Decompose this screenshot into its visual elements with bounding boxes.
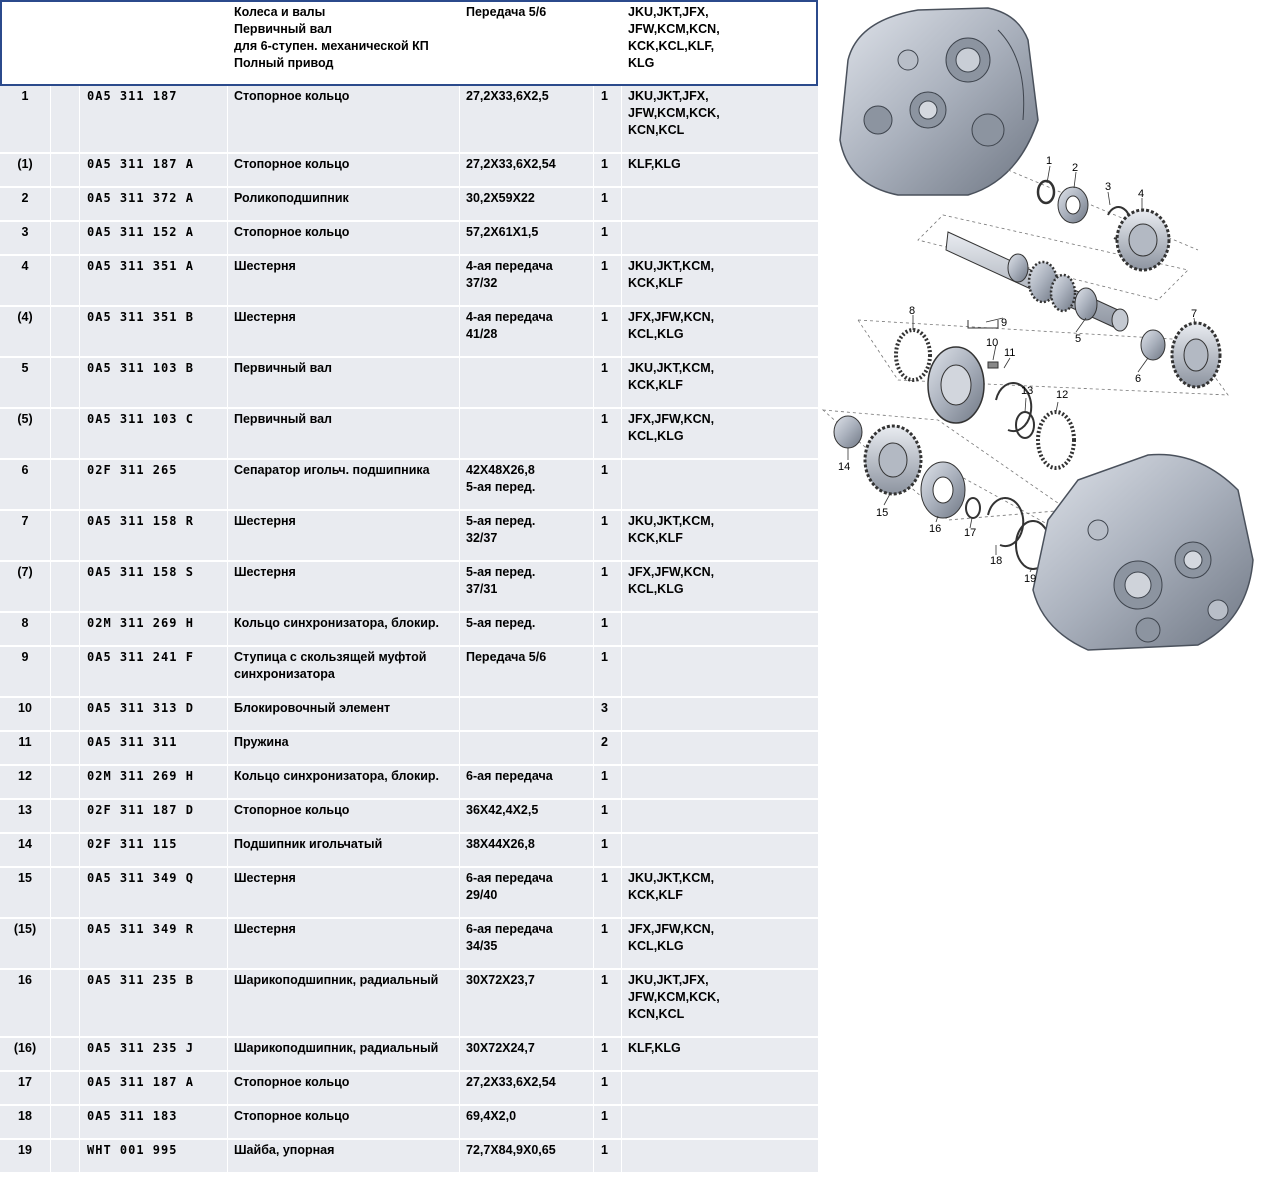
row-part-note	[460, 358, 594, 407]
row-spacer	[51, 868, 80, 917]
retaining-ring-17	[966, 498, 980, 518]
row-part-name: Первичный вал	[228, 358, 460, 407]
table-row	[0, 256, 818, 307]
table-row	[0, 562, 818, 613]
callout-18: 18	[990, 555, 1003, 567]
row-position: 16	[0, 970, 51, 1036]
row-models: KLF,KLG	[628, 1041, 681, 1055]
row-part-note: 69,4X2,0	[460, 1106, 594, 1138]
callout-11: 11	[1004, 347, 1016, 359]
row-part-number: WHT 001 995	[80, 1140, 228, 1172]
row-spacer	[51, 358, 80, 407]
row-spacer	[51, 1106, 80, 1138]
row-position: (5)	[0, 409, 51, 458]
row-position: 18	[0, 1106, 51, 1138]
row-part-number: 0A5 311 311	[80, 732, 228, 764]
row-part-note: 42X48X26,8 5-ая перед.	[460, 460, 594, 509]
row-part-number: 02F 311 115	[80, 834, 228, 866]
row-part-number: 0A5 311 351 B	[80, 307, 228, 356]
row-models	[622, 800, 818, 832]
row-part-note: 6-ая передача 29/40	[460, 868, 594, 917]
row-quantity: 1	[594, 868, 622, 917]
row-models: JKU,JKT,KCM, KCK,KLF	[628, 259, 715, 290]
row-spacer	[51, 562, 80, 611]
row-part-name: Шестерня	[228, 868, 460, 917]
table-row	[0, 766, 818, 800]
row-quantity: 1	[594, 1038, 622, 1070]
row-part-name: Пружина	[228, 732, 460, 764]
table-row	[0, 154, 818, 188]
row-part-note: 36X42,4X2,5	[460, 800, 594, 832]
row-position: 13	[0, 800, 51, 832]
table-header	[0, 0, 818, 86]
row-part-name: Стопорное кольцо	[228, 1072, 460, 1104]
callout-14: 14	[838, 461, 851, 473]
row-quantity: 1	[594, 154, 622, 186]
row-position: (4)	[0, 307, 51, 356]
row-part-note: 30,2X59X22	[460, 188, 594, 220]
row-models: JKU,JKT,JFX, JFW,KCM,KCK, KCN,KCL	[628, 973, 720, 1021]
row-spacer	[51, 409, 80, 458]
row-models	[622, 647, 818, 696]
table-row	[0, 732, 818, 766]
gear-7	[1172, 323, 1220, 387]
row-part-number: 0A5 311 313 D	[80, 698, 228, 730]
row-models	[622, 460, 818, 509]
row-position: 12	[0, 766, 51, 798]
row-part-note: 57,2X61X1,5	[460, 222, 594, 254]
row-part-note	[460, 732, 594, 764]
row-spacer	[51, 222, 80, 254]
row-quantity: 2	[594, 732, 622, 764]
row-part-number: 02M 311 269 H	[80, 766, 228, 798]
row-part-number: 0A5 311 187 A	[80, 154, 228, 186]
row-position: 4	[0, 256, 51, 305]
table-row	[0, 460, 818, 511]
table-row	[0, 1072, 818, 1106]
table-row	[0, 613, 818, 647]
row-models: JKU,JKT,KCM, KCK,KLF	[628, 361, 715, 392]
callout-4: 4	[1138, 188, 1145, 200]
row-part-note: 4-ая передача 41/28	[460, 307, 594, 356]
row-position: 11	[0, 732, 51, 764]
table-row	[0, 1106, 818, 1140]
row-position: 8	[0, 613, 51, 645]
row-models: JFX,JFW,KCN, KCL,KLG	[628, 565, 715, 596]
row-part-number: 0A5 311 349 Q	[80, 868, 228, 917]
synchro-ring-12	[1038, 412, 1074, 468]
row-quantity: 1	[594, 613, 622, 645]
table-row	[0, 1140, 818, 1174]
row-position: 19	[0, 1140, 51, 1172]
row-part-note	[460, 698, 594, 730]
callout-3: 3	[1105, 181, 1112, 193]
ball-bearing-16	[921, 462, 965, 518]
row-part-note: 6-ая передача	[460, 766, 594, 798]
row-spacer	[51, 698, 80, 730]
row-quantity: 1	[594, 86, 622, 152]
row-position: 7	[0, 511, 51, 560]
gear-4	[1117, 210, 1169, 270]
table-row	[0, 868, 818, 919]
needle-bearing-14	[834, 416, 862, 448]
row-position: 2	[0, 188, 51, 220]
row-part-name: Кольцо синхронизатора, блокир.	[228, 613, 460, 645]
callout-10: 10	[986, 337, 999, 349]
row-position: 5	[0, 358, 51, 407]
row-models	[622, 1140, 818, 1172]
exploded-view-diagram	[818, 0, 1273, 680]
row-quantity: 1	[594, 1072, 622, 1104]
row-quantity: 1	[594, 358, 622, 407]
callout-9: 9	[1001, 317, 1008, 329]
header-title: Колеса и валы Первичный вал для 6-ступен. механической КП Полный привод	[234, 5, 429, 70]
row-part-number: 0A5 311 241 F	[80, 647, 228, 696]
table-body	[0, 86, 818, 1174]
row-spacer	[51, 1038, 80, 1070]
row-quantity: 1	[594, 307, 622, 356]
row-spacer	[51, 1140, 80, 1172]
row-quantity: 1	[594, 409, 622, 458]
row-position: 15	[0, 868, 51, 917]
row-part-name: Стопорное кольцо	[228, 86, 460, 152]
row-quantity: 1	[594, 188, 622, 220]
row-quantity: 1	[594, 1140, 622, 1172]
row-spacer	[51, 154, 80, 186]
row-models: JKU,JKT,KCM, KCK,KLF	[628, 871, 715, 902]
row-models: JFX,JFW,KCN, KCL,KLG	[628, 412, 715, 443]
table-row	[0, 409, 818, 460]
table-row	[0, 86, 818, 154]
callout-1: 1	[1046, 155, 1053, 167]
row-part-note: 30X72X24,7	[460, 1038, 594, 1070]
row-spacer	[51, 970, 80, 1036]
table-row	[0, 647, 818, 698]
row-spacer	[51, 647, 80, 696]
row-quantity: 1	[594, 766, 622, 798]
table-row	[0, 800, 818, 834]
row-position: (1)	[0, 154, 51, 186]
needle-bearing-6	[1141, 330, 1165, 360]
callout-7: 7	[1191, 308, 1198, 320]
row-part-note: 72,7X84,9X0,65	[460, 1140, 594, 1172]
callout-8: 8	[909, 305, 916, 317]
row-position: 6	[0, 460, 51, 509]
row-part-name: Шестерня	[228, 562, 460, 611]
row-part-number: 0A5 311 152 A	[80, 222, 228, 254]
callout-5: 5	[1075, 333, 1082, 345]
table-row	[0, 222, 818, 256]
row-models	[622, 222, 818, 254]
row-part-number: 0A5 311 372 A	[80, 188, 228, 220]
header-note: Передача 5/6	[466, 5, 547, 19]
row-models: KLF,KLG	[628, 157, 681, 171]
row-part-name: Шайба, упорная	[228, 1140, 460, 1172]
row-part-name: Блокировочный элемент	[228, 698, 460, 730]
row-quantity: 1	[594, 256, 622, 305]
row-quantity: 1	[594, 647, 622, 696]
table-row	[0, 834, 818, 868]
row-part-number: 0A5 311 183	[80, 1106, 228, 1138]
row-models	[622, 766, 818, 798]
row-models	[622, 188, 818, 220]
row-quantity: 1	[594, 970, 622, 1036]
row-spacer	[51, 1072, 80, 1104]
table-row	[0, 698, 818, 732]
row-part-note: 27,2X33,6X2,5	[460, 86, 594, 152]
row-quantity: 1	[594, 511, 622, 560]
locking-element-10	[988, 362, 998, 368]
table-row	[0, 919, 818, 970]
transmission-housing-bottom	[1033, 454, 1253, 650]
row-spacer	[51, 766, 80, 798]
row-position: 17	[0, 1072, 51, 1104]
row-spacer	[51, 256, 80, 305]
row-part-note: 4-ая передача 37/32	[460, 256, 594, 305]
row-part-note: 5-ая перед. 32/37	[460, 511, 594, 560]
row-part-number: 0A5 311 351 A	[80, 256, 228, 305]
row-part-note: 6-ая передача 34/35	[460, 919, 594, 968]
row-part-name: Первичный вал	[228, 409, 460, 458]
row-models	[622, 1106, 818, 1138]
row-position: (15)	[0, 919, 51, 968]
row-quantity: 1	[594, 800, 622, 832]
row-part-number: 02F 311 265	[80, 460, 228, 509]
row-position: 9	[0, 647, 51, 696]
row-part-number: 02M 311 269 H	[80, 613, 228, 645]
row-part-number: 0A5 311 187	[80, 86, 228, 152]
row-spacer	[51, 307, 80, 356]
row-part-name: Кольцо синхронизатора, блокир.	[228, 766, 460, 798]
row-models: JKU,JKT,KCM, KCK,KLF	[628, 514, 715, 545]
row-part-name: Шарикоподшипник, радиальный	[228, 1038, 460, 1070]
synchro-ring-8	[896, 330, 930, 380]
row-part-name: Шестерня	[228, 256, 460, 305]
row-part-name: Стопорное кольцо	[228, 1106, 460, 1138]
row-part-name: Подшипник игольчатый	[228, 834, 460, 866]
table-row	[0, 1038, 818, 1072]
row-position: 1	[0, 86, 51, 152]
row-quantity: 1	[594, 460, 622, 509]
callout-15: 15	[876, 507, 889, 519]
header-models: JKU,JKT,JFX, JFW,KCM,KCN, KCK,KCL,KLF, KLG	[628, 5, 720, 70]
table-row	[0, 511, 818, 562]
gear-15	[865, 426, 921, 494]
callout-19: 19	[1024, 573, 1037, 585]
row-part-name: Шестерня	[228, 919, 460, 968]
row-spacer	[51, 919, 80, 968]
row-part-note: 5-ая перед.	[460, 613, 594, 645]
row-quantity: 1	[594, 222, 622, 254]
row-quantity: 1	[594, 834, 622, 866]
row-part-name: Стопорное кольцо	[228, 154, 460, 186]
row-part-name: Шарикоподшипник, радиальный	[228, 970, 460, 1036]
row-models	[622, 834, 818, 866]
transmission-housing-top	[840, 8, 1038, 195]
row-position: 10	[0, 698, 51, 730]
row-part-number: 0A5 311 235 J	[80, 1038, 228, 1070]
row-part-number: 0A5 311 158 S	[80, 562, 228, 611]
row-part-name: Стопорное кольцо	[228, 222, 460, 254]
row-part-note: 38X44X26,8	[460, 834, 594, 866]
row-quantity: 1	[594, 919, 622, 968]
row-part-number: 0A5 311 187 A	[80, 1072, 228, 1104]
row-position: (16)	[0, 1038, 51, 1070]
row-position: 3	[0, 222, 51, 254]
input-shaft-5	[946, 232, 1128, 331]
row-spacer	[51, 86, 80, 152]
row-spacer	[51, 834, 80, 866]
row-position: 14	[0, 834, 51, 866]
table-row	[0, 188, 818, 222]
row-part-note: Передача 5/6	[460, 647, 594, 696]
callout-2: 2	[1072, 162, 1079, 174]
row-part-number: 0A5 311 158 R	[80, 511, 228, 560]
callout-17: 17	[964, 527, 977, 539]
row-models	[622, 732, 818, 764]
callout-12: 12	[1056, 389, 1069, 401]
row-spacer	[51, 800, 80, 832]
row-models: JFX,JFW,KCN, KCL,KLG	[628, 310, 715, 341]
row-part-name: Ступица с скользящей муфтой синхронизатора	[228, 647, 460, 696]
row-part-note: 5-ая перед. 37/31	[460, 562, 594, 611]
retaining-ring-18	[988, 498, 1023, 546]
row-part-number: 02F 311 187 D	[80, 800, 228, 832]
synchro-hub-9	[928, 320, 998, 423]
row-part-note	[460, 409, 594, 458]
row-models: JFX,JFW,KCN, KCL,KLG	[628, 922, 715, 953]
callout-6: 6	[1135, 373, 1142, 385]
callout-13: 13	[1021, 385, 1034, 397]
row-part-note: 27,2X33,6X2,54	[460, 154, 594, 186]
row-part-number: 0A5 311 103 C	[80, 409, 228, 458]
table-row	[0, 307, 818, 358]
table-row	[0, 358, 818, 409]
row-part-number: 0A5 311 103 B	[80, 358, 228, 407]
row-quantity: 1	[594, 1106, 622, 1138]
row-part-note: 30X72X23,7	[460, 970, 594, 1036]
row-part-note: 27,2X33,6X2,54	[460, 1072, 594, 1104]
row-part-name: Сепаратор игольч. подшипника	[228, 460, 460, 509]
row-spacer	[51, 511, 80, 560]
row-models	[622, 698, 818, 730]
row-quantity: 1	[594, 562, 622, 611]
callout-16: 16	[929, 523, 942, 535]
row-spacer	[51, 188, 80, 220]
retaining-ring-1	[1038, 181, 1054, 203]
table-row	[0, 970, 818, 1038]
row-position: (7)	[0, 562, 51, 611]
row-part-name: Шестерня	[228, 307, 460, 356]
row-part-name: Стопорное кольцо	[228, 800, 460, 832]
row-spacer	[51, 613, 80, 645]
row-models: JKU,JKT,JFX, JFW,KCM,KCK, KCN,KCL	[628, 89, 720, 137]
row-models	[622, 1072, 818, 1104]
row-part-name: Шестерня	[228, 511, 460, 560]
row-part-number: 0A5 311 349 R	[80, 919, 228, 968]
row-models	[622, 613, 818, 645]
row-spacer	[51, 460, 80, 509]
row-part-number: 0A5 311 235 B	[80, 970, 228, 1036]
roller-bearing-2	[1058, 187, 1088, 223]
row-quantity: 3	[594, 698, 622, 730]
row-spacer	[51, 732, 80, 764]
row-part-name: Роликоподшипник	[228, 188, 460, 220]
